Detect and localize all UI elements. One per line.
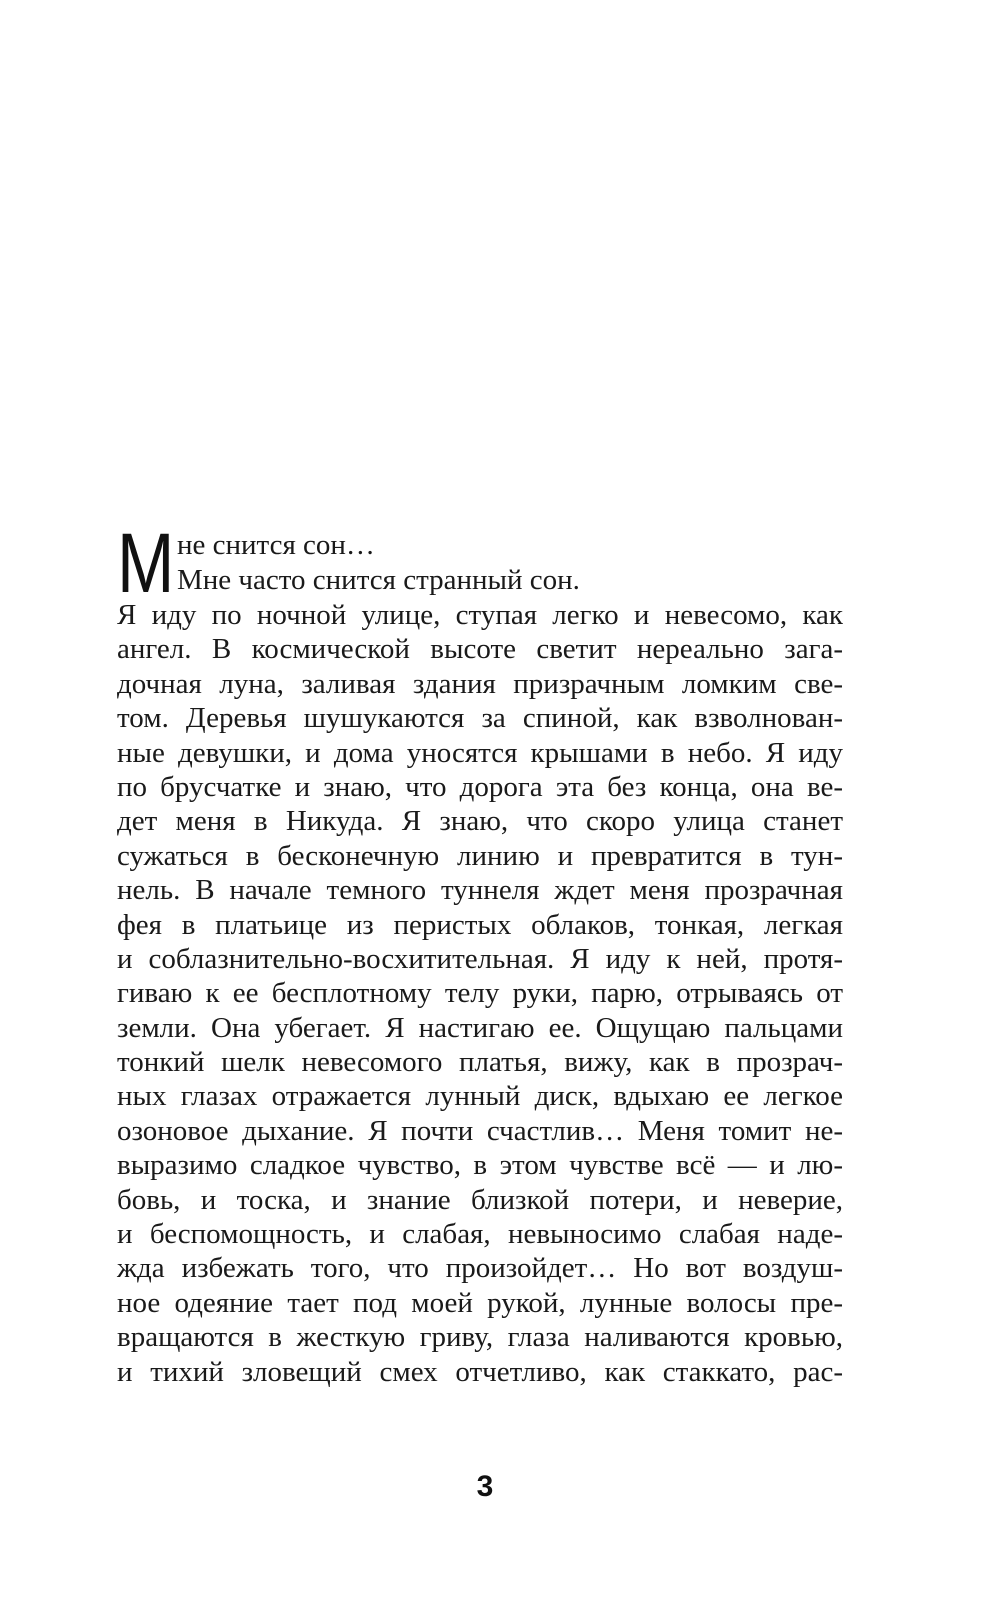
text-line: по брусчатке и знаю, что дорога эта без конца, она ве-	[117, 770, 843, 803]
text-line: нель. В начале темного туннеля ждет меня прозрачная	[117, 874, 843, 907]
text-line: фея в платьице из перистых облаков, тонкая, легкая	[117, 908, 843, 941]
text-line: вращаются в жесткую гриву, глаза наливаются кровью,	[117, 1321, 843, 1354]
text-line: земли. Она убегает. Я настигаю ее. Ощущаю пальцами	[117, 1011, 843, 1044]
paragraph	[117, 598, 843, 1389]
text-line: и беспомощность, и слабая, невыносимо слабая наде-	[117, 1218, 843, 1251]
text-line: гиваю к ее бесплотному телу руки, парю, отрываясь от	[117, 977, 843, 1010]
text-line: и тихий зловещий смех отчетливо, как стаккато, рас-	[117, 1355, 843, 1388]
text-line: бовь, и тоска, и знание близкой потери, и неверие,	[117, 1183, 843, 1216]
text-line: озоновое дыхание. Я почти счастлив… Меня томит не-	[117, 1114, 843, 1147]
text-line: ангел. В космической высоте светит нереально зага-	[117, 633, 843, 666]
first-line: не снится сон…	[177, 529, 375, 561]
text-line: дочная луна, заливая здания призрачным ломким све-	[117, 667, 843, 700]
drop-cap-letter: М	[117, 516, 175, 610]
text-line: ное одеяние тает под моей рукой, лунные волосы пре-	[117, 1286, 843, 1319]
text-line: ные девушки, и дома уносятся крышами в небо. Я иду	[117, 736, 843, 769]
second-line: Мне часто снится странный сон.	[177, 564, 580, 596]
text-line: и соблазнительно-восхитительная. Я иду к ней, протя-	[117, 942, 843, 975]
text-line: ных глазах отражается лунный диск, вдыхаю ее легкое	[117, 1080, 843, 1113]
page-number: 3	[476, 1470, 494, 1503]
opening-lines	[117, 516, 843, 610]
text-line: Я иду по ночной улице, ступая легко и невесомо, как	[117, 599, 843, 631]
text-line: жда избежать того, что произойдет… Но вот воздуш-	[117, 1252, 843, 1285]
text-line: сужаться в бесконечную линию и превратится в тун-	[117, 839, 843, 872]
text-line: тонкий шелк невесомого платья, вижу, как в прозрач-	[117, 1046, 843, 1079]
text-line: дет меня в Никуда. Я знаю, что скоро улица станет	[117, 805, 843, 838]
text-line: том. Деревья шушукаются за спиной, как взволнован-	[117, 702, 843, 735]
text-line: выразимо сладкое чувство, в этом чувстве всё — и лю-	[117, 1149, 843, 1182]
body-text	[117, 516, 843, 1389]
